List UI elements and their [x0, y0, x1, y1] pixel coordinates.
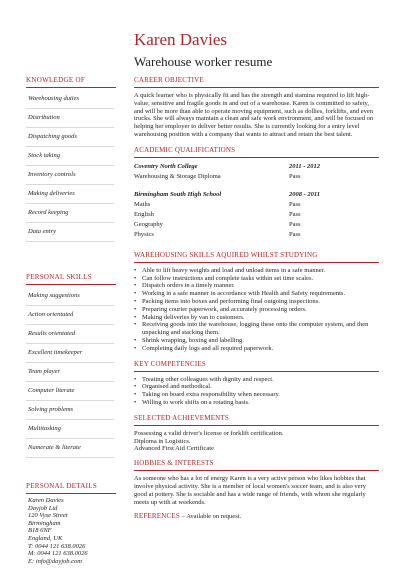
grade: Pass — [289, 220, 301, 228]
text-line: 120 Vyse Street — [28, 512, 68, 520]
sidebar-item: Results orientated — [26, 325, 114, 344]
qualification-school-row — [134, 190, 374, 200]
warehousing-skills-heading: WAREHOUSING SKILLS AQUIRED WHILST STUDYING — [134, 250, 318, 259]
list-item: • Receiving goods into the warehouse, logging these onto the computer system, and then unpacking and stacking them. — [134, 321, 374, 337]
resume-header — [134, 30, 272, 70]
qualification-row — [134, 200, 374, 210]
text-line: Diploma in Logistics. — [134, 437, 191, 445]
school-name: Birmingham South High School — [134, 190, 222, 198]
divider — [134, 470, 379, 471]
subject: English — [134, 210, 154, 218]
sidebar-item: Multitasking — [26, 420, 114, 439]
list-item: • Treating other colleagues with dignity and respect. — [134, 376, 374, 384]
references-heading: REFERENCES — [134, 512, 180, 521]
divider — [26, 284, 116, 285]
references-text: – Available on request. — [181, 513, 242, 521]
sidebar-item: Stock taking — [26, 147, 114, 166]
sidebar-item: Action orientated — [26, 306, 114, 325]
divider — [134, 87, 379, 88]
sidebar-item: Making deliveries — [26, 185, 114, 204]
subject: Maths — [134, 200, 151, 208]
qualification-school-row — [134, 162, 374, 172]
divider — [134, 371, 379, 372]
list-item: • Packing items into boxes and performing final outgoing inspections. — [134, 298, 374, 306]
divider — [26, 493, 116, 494]
grade: Pass — [289, 200, 301, 208]
text-line: Dayjob Ltd — [28, 504, 58, 512]
skills-list — [26, 287, 114, 458]
grade: Pass — [289, 210, 301, 218]
sidebar-item: Team player — [26, 363, 114, 382]
competencies-heading: KEY COMPETENCIES — [134, 359, 206, 368]
school-years: 2011 - 2012 — [289, 162, 321, 170]
text-line: Karen Davies — [28, 497, 64, 504]
qualification-row — [134, 230, 374, 240]
achievements-heading: SELECTED ACHIEVEMENTS — [134, 413, 230, 422]
hobbies-text: As someone who has a lot of energy Karen is a very active person who likes hobbies that involve physical activity. She is a member of local women's soccer team, and is also very good at pottery. She is sociable and has a wide range of friends, with whom she regularly meets up with at weekends. — [134, 475, 366, 506]
list-item: • Organised and methodical. — [134, 383, 374, 391]
divider — [134, 157, 379, 158]
references-line — [134, 512, 374, 520]
list-item: • Can follow instructions and complete tasks within set time scales. — [134, 275, 374, 283]
sidebar-item: Record keeping — [26, 204, 114, 223]
qualification-row — [134, 210, 374, 220]
qualifications-heading: ACADEMIC QUALIFICATIONS — [134, 145, 236, 154]
list-item: • Willing to work shifts on a rotating basis. — [134, 399, 374, 407]
knowledge-heading: KNOWLEDGE OF — [26, 76, 86, 84]
subject: Warehousing & Storage Diploma — [134, 172, 221, 180]
hobbies-heading: HOBBIES & INTERESTS — [134, 459, 214, 468]
skills-heading: PERSONAL SKILLS — [26, 273, 92, 281]
sidebar — [26, 76, 114, 565]
list-item: • Dispatch orders in a timely manner. — [134, 282, 374, 290]
sidebar-item: Making suggestions — [26, 287, 114, 306]
sidebar-item: Warehousing duties — [26, 90, 114, 109]
text-line: Advanced First Aid Certificate — [134, 445, 214, 453]
grade: Pass — [289, 172, 301, 180]
text-line: Birmingham — [28, 519, 61, 527]
text-line: England, UK — [28, 534, 63, 542]
subject: Geography — [134, 220, 163, 228]
text-line: T: 0044 121 638.0026 — [28, 542, 86, 550]
warehousing-skills-list — [134, 267, 374, 353]
grade: Pass — [289, 230, 301, 238]
text-line: B18 6NF — [28, 527, 52, 535]
knowledge-list — [26, 90, 114, 242]
list-item: • Making deliveries by van to customers. — [134, 314, 374, 322]
list-item: • Shrink wrapping, boxing and labelling. — [134, 337, 374, 345]
qualification-row — [134, 220, 374, 230]
sidebar-item: Computer literate — [26, 382, 114, 401]
school-name: Coventry North College — [134, 162, 198, 170]
list-item: • Taking on board extra responsibility when necessary. — [134, 391, 374, 399]
school-years: 2008 - 2011 — [289, 190, 321, 198]
divider — [26, 87, 116, 88]
sidebar-item: Dispatching goods — [26, 128, 114, 147]
main-content — [134, 76, 374, 520]
job-title: Warehouse worker resume — [134, 54, 273, 69]
sidebar-item: Numerate & literate — [26, 439, 114, 458]
divider — [134, 425, 379, 426]
list-item: • Completing daily logs and all required paperwork. — [134, 345, 374, 353]
achievements-list — [134, 430, 374, 453]
person-name: Karen Davies — [134, 30, 227, 49]
text-line: M: 0044 121 638.0026 — [28, 550, 88, 558]
list-item: • Working in a safe manner in accordance with Health and Safety requirements. — [134, 290, 374, 298]
list-item: • Able to lift heavy weights and load and unload items in a safe manner. — [134, 267, 374, 275]
sidebar-item: Distribution — [26, 109, 114, 128]
text-line: Possessing a valid driver's license or forklift certification. — [134, 429, 284, 437]
sidebar-item: Inventory controls — [26, 166, 114, 185]
list-item: • Preparing courier paperwork, and accurately processing orders. — [134, 306, 374, 314]
sidebar-item: Excellent timekeeper — [26, 344, 114, 363]
subject: Physics — [134, 230, 154, 238]
objective-text: A quick learner who is physically fit and has the strength and stamina required to lift high-value, sensitive and fragile goods in and out of a warehouse. Karen is committed to safety, and will be more than able to operate moving equipment, such as dollies, forklifts, and even trucks. She will always maintain a clean and safe work environment, and will be focused on helping her employer to deliver better results. She is currently looking for a entry level warehousing position with a company that wants to attract and retain the best talent. — [134, 92, 374, 138]
details-heading: PERSONAL DETAILS — [26, 482, 98, 490]
qualification-row — [134, 172, 374, 182]
sidebar-item: Solving problems — [26, 401, 114, 420]
competencies-list — [134, 376, 374, 407]
divider — [134, 262, 379, 263]
objective-heading: CAREER OBJECTIVE — [134, 76, 204, 84]
contact-details — [26, 497, 114, 565]
sidebar-item: Data entry — [26, 223, 114, 242]
text-line: E: info@dayjob.com — [28, 557, 82, 565]
qualifications-table — [134, 162, 374, 240]
